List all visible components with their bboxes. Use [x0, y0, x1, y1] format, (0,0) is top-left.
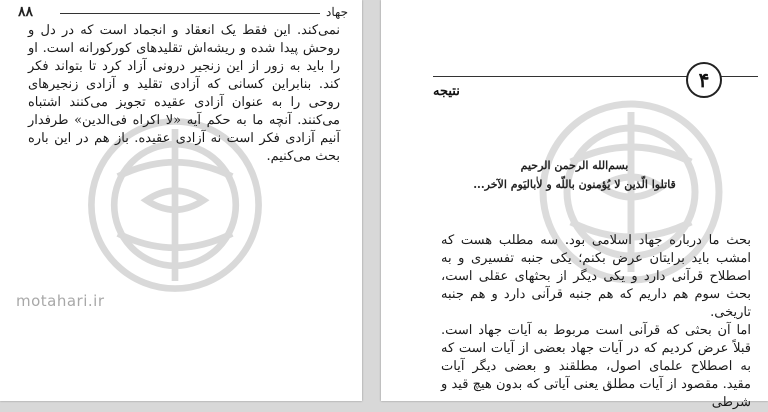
- quran-verse: قاتلوا الّذین لا یُؤمنون باللّه و لاٰبالیَوم الآخر...: [473, 178, 676, 191]
- right-page: [381, 0, 768, 410]
- left-body-text: [28, 22, 340, 166]
- page-number: ۸۸: [18, 4, 34, 20]
- right-body-text: [441, 232, 751, 412]
- page-header: [18, 4, 348, 20]
- chapter-number-badge: [686, 62, 722, 98]
- header-rule: [60, 13, 320, 14]
- paragraph: بحث ما درباره جهاد اسلامی بود. سه مطلب هست که امشب باید برایتان عرض بکنم؛ یکی جنبه تفسیری و به اصطلاح قرآنی دارد و یکی دیگر از بحثهای عقلی است، بحث سوم هم داریم که هم جنبه قرآنی دارد و هم جنبه تاریخی.: [441, 233, 751, 320]
- watermark-url: motahari.ir: [16, 292, 105, 310]
- left-page: [0, 0, 362, 401]
- running-title: جهاد: [326, 5, 348, 19]
- paragraph: نمی‌کند. این فقط یک انعقاد و انجماد است که در دل و روحش پیدا شده و ریشه‌اش تقلیدهای کورکورانه است. او را باید به زور از این زنجیر درونی آزاد کرد تا بتواند فکر کند. بنابراین کسانی که آزادی تقلید و آزادی زنجیرهای روحی را به عنوان آزادی عقیده تجویز می‌کنند اشتباه می‌کنند. آنچه ما به حکم آیه «لا اکراه فی‌الدین» طرفدار آنیم آزادی فکر است نه آزادی عقیده. باز هم در این باره بحث می‌کنیم.: [28, 23, 340, 164]
- basmala: بسم‌الله الرحمن الرحیم: [520, 159, 629, 172]
- chapter-title: نتیجه: [433, 84, 460, 99]
- chapter-number: ۴: [698, 68, 710, 92]
- paragraph: اما آن بحثی که قرآنی است مربوط به آیات جهاد است. قبلاً عرض کردیم که در آیات جهاد بعضی از آیات است که به اصطلاح علمای اصول، مطلقند و بعضی دیگر آیات مقید. مقصود از آیات مطلق یعنی آیاتی که بدون هیچ قید و شرطی: [441, 323, 751, 410]
